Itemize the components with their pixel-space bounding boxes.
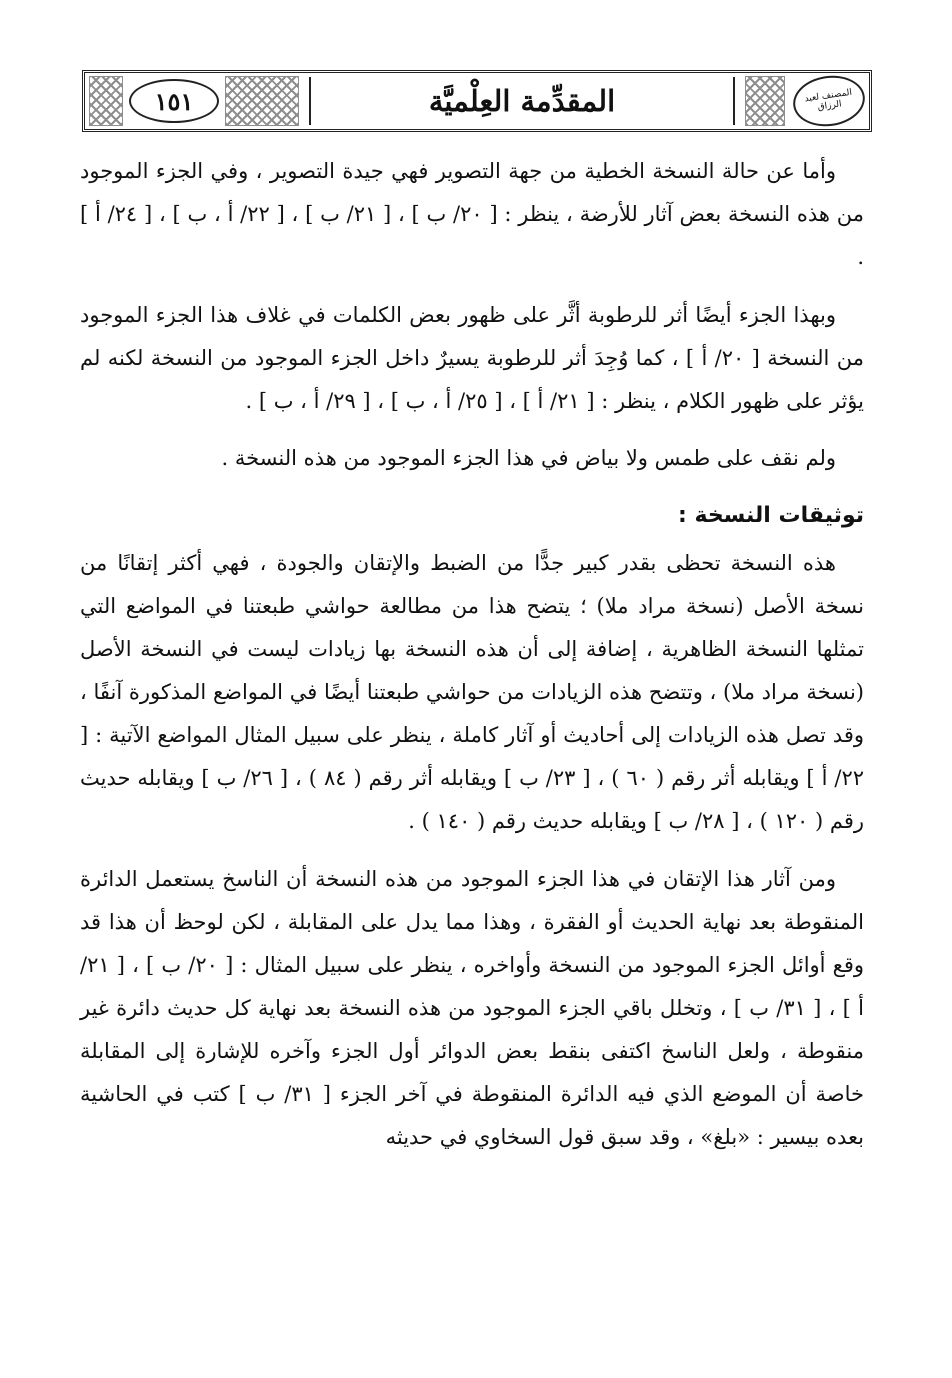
paragraph-precision: هذه النسخة تحظى بقدر كبير جدًّا من الضبط والإتقان والجودة ، فهي أكثر إتقانًا من نسخة الأصل (نسخة مراد ملا) ؛ يتضح هذا من مطالعة حواشي طبعتنا في المواضع التي تمثلها النسخة الظاهرية ، إضافة إلى أن هذه النسخة بها زيادات ليست في النسخة الأصل (نسخة مراد ملا) ، وتتضح هذه الزيادات من حواشي طبعتنا أيضًا في المواضع المذكورة آنفًا ، وقد تصل هذه الزيادات إلى أحاديث أو آثار كاملة ، ينظر على سبيل المثال المواضع الآتية : [ ٢٢/ أ ] ويقابله أثر رقم ( ٦٠ ) ، [ ٢٣/ ب ] ويقابله أثر رقم ( ٨٤ ) ، [ ٢٦/ ب ] ويقابله حديث رقم ( ١٢٠ ) ، [ ٢٨/ ب ] ويقابله حديث رقم ( ١٤٠ ) . xyxy=(80,551,865,833)
book-seal-logo xyxy=(790,71,868,131)
paragraph-collation: ومن آثار هذا الإتقان في هذا الجزء الموجود من هذه النسخة أن الناسخ يستعمل الدائرة المنقوطة بعد نهاية الحديث أو الفقرة ، وهذا مما يدل على المقابلة ، لكن لوحظ أن هذا قد وقع أوائل الجزء الموجود من النسخة وأواخره ، ينظر على سبيل المثال : [ ٢٠/ ب ] ، [ ٢١/ أ ] ، [ ٣١/ ب ] ، وتخلل باقي الجزء الموجود من هذه النسخة بعد نهاية كل حديث دائرة غير منقوطة ، ولعل الناسخ اكتفى بنقط بعض الدوائر أول الجزء وآخره للإشارة إلى المقابلة خاصة أن الموضع الذي فيه الدائرة المنقوطة في آخر الجزء [ ٣١/ ب ] كتب في الحاشية بعده بيسير : «بلغ» ، وقد سبق قول السخاوي في حديثه xyxy=(80,867,865,1149)
paragraph-manuscript-condition: وأما عن حالة النسخة الخطية من جهة التصوير فهي جيدة التصوير ، وفي الجزء الموجود من هذه النسخة بعض آثار للأرضة ، ينظر : [ ٢٠/ ب ] ، [ ٢١/ ب ] ، [ ٢٢/ أ ، ب ] ، [ ٢٤/ أ ] . xyxy=(80,159,864,269)
seal-text: المصنف لعبد الرزاق xyxy=(803,87,853,113)
ornament-left xyxy=(89,76,123,126)
section-heading: توثيقات النسخة : xyxy=(678,503,864,528)
ornament-right xyxy=(745,76,785,126)
body-text xyxy=(80,150,864,1159)
running-title: المقدِّمة العِلْميَّة xyxy=(309,77,735,125)
page-number: ١٥١ xyxy=(129,79,219,123)
running-header xyxy=(82,70,872,132)
ornament-middle xyxy=(225,76,299,126)
paragraph-no-blanks: ولم نقف على طمس ولا بياض في هذا الجزء الموجود من هذه النسخة . xyxy=(221,446,836,470)
paragraph-moisture: وبهذا الجزء أيضًا أثر للرطوبة أثَّر على ظهور بعض الكلمات في غلاف هذا الجزء الموجود من النسخة [ ٢٠/ أ ] ، كما وُجِدَ أثر للرطوبة يسيرٌ داخل الجزء الموجود من النسخة لكنه لم يؤثر على ظهور الكلام ، ينظر : [ ٢١/ أ ] ، [ ٢٥/ أ ، ب ] ، [ ٢٩/ أ ، ب ] . xyxy=(80,303,864,413)
